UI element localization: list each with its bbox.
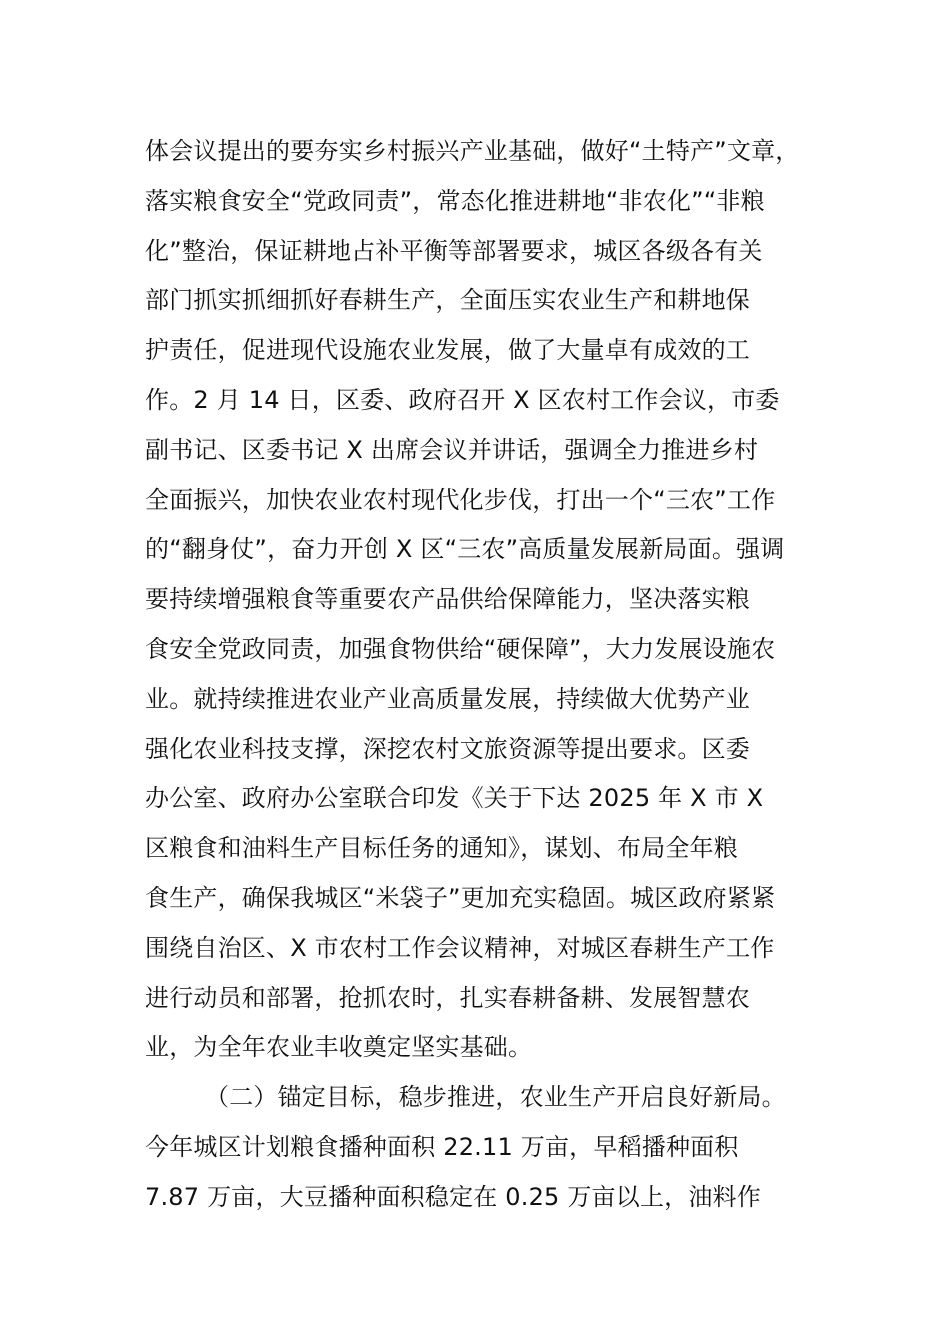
text-line: 护责任，促进现代设施农业发展，做了大量卓有成效的工 [145,336,750,365]
text-line: 食生产，确保我城区“米袋子”更加充实稳固。城区政府紧紧 [145,883,776,912]
text-line: 食安全党政同责，加强食物供给“硬保障”，大力发展设施农 [145,634,776,663]
text-line: 7.87 万亩，大豆播种面积稳定在 0.25 万亩以上，油料作 [145,1182,761,1211]
text-line: 落实粮食安全“党政同责”，常态化推进耕地“非农化”“非粮 [145,186,765,215]
text-line: 业。就持续推进农业产业高质量发展，持续做大优势产业 [145,684,750,713]
body-text [145,127,845,1223]
section-heading: （二）锚定目标，稳步推进，农业生产开启良好新局。 [205,1083,786,1112]
text-line: 体会议提出的要夯实乡村振兴产业基础，做好“土特产”文章， [145,137,800,165]
text-line: 围绕自治区、X 市农村工作会议精神，对城区春耕生产工作 [145,933,775,962]
text-line: 业，为全年农业丰收奠定坚实基础。 [145,1033,533,1062]
text-line: 化”整治，保证耕地占补平衡等部署要求，城区各级各有关 [145,236,763,265]
text-line: 进行动员和部署，抢抓农时，扎实春耕备耕、发展智慧农 [145,983,750,1012]
text-line: 作。2 月 14 日，区委、政府召开 X 区农村工作会议，市委 [145,385,780,414]
text-line: 强化农业科技支撑，深挖农村文旅资源等提出要求。区委 [145,734,750,763]
text-line: 今年城区计划粮食播种面积 22.11 万亩，早稻播种面积 [145,1132,739,1161]
text-line: 全面振兴，加快农业农村现代化步伐，打出一个“三农”工作 [145,485,776,514]
text-line: 部门抓实抓细抓好春耕生产，全面压实农业生产和耕地保 [145,286,750,315]
text-line: 副书记、区委书记 X 出席会议并讲话，强调全力推进乡村 [145,435,759,464]
text-line: 办公室、政府办公室联合印发《关于下达 2025 年 X 市 X [145,784,764,813]
text-line: 区粮食和油料生产目标任务的通知》，谋划、布局全年粮 [145,834,738,863]
text-line: 的“翻身仗”，奋力开创 X 区“三农”高质量发展新局面。强调 [145,535,785,564]
text-line: 要持续增强粮食等重要农产品供给保障能力，坚决落实粮 [145,585,750,614]
